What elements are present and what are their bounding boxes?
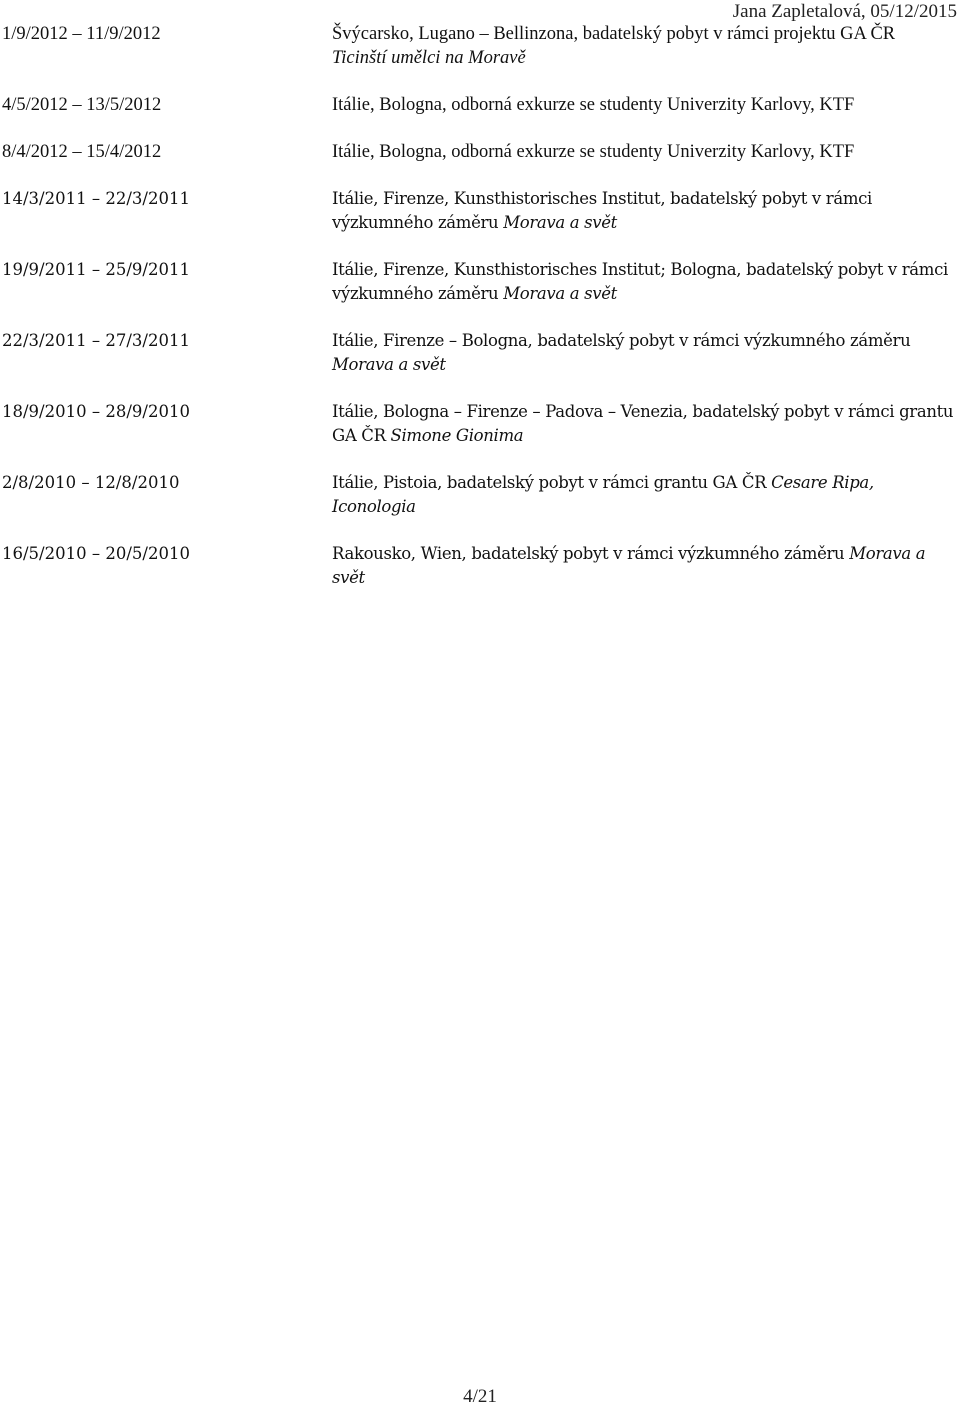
stay-dates: 14/3/2011 – 22/3/2011 — [2, 189, 190, 208]
stay-text: Švýcarsko, Lugano – Bellinzona, badatelský pobyt v rámci projektu GA ČR — [332, 24, 896, 44]
stay-entry — [2, 140, 954, 164]
stay-text: Itálie, Bologna – Firenze – Padova – Venezia, badatelský pobyt v rámci grantu GA ČR — [332, 402, 954, 445]
stay-description — [332, 400, 954, 448]
stay-text: Rakousko, Wien, badatelský pobyt v rámci výzkumného záměru — [332, 544, 850, 563]
stay-entry — [2, 258, 954, 306]
project-title: Simone Gionima — [390, 426, 524, 445]
stay-description — [332, 329, 954, 377]
stay-entry — [2, 187, 954, 235]
project-title: Morava a svět — [503, 284, 617, 303]
stay-text: Itálie, Firenze, Kunsthistorisches Institut; Bologna, badatelský pobyt v rámci výzkumného záměru — [332, 260, 948, 303]
stay-entry — [2, 329, 954, 377]
stay-entry — [2, 22, 954, 70]
stay-description — [332, 22, 954, 70]
stay-text: Itálie, Firenze – Bologna, badatelský pobyt v rámci výzkumného záměru — [332, 331, 911, 350]
page-number: 4/21 — [463, 1386, 497, 1407]
stay-dates: 22/3/2011 – 27/3/2011 — [2, 331, 190, 350]
stay-text: Itálie, Bologna, odborná exkurze se studenty Univerzity Karlovy, KTF — [332, 95, 855, 115]
stay-description — [332, 258, 954, 306]
project-title: Ticinští umělci na Moravě — [332, 48, 526, 68]
stay-list — [2, 22, 954, 613]
stay-dates: 1/9/2012 – 11/9/2012 — [2, 24, 161, 44]
stay-entry — [2, 471, 954, 519]
stay-dates: 8/4/2012 – 15/4/2012 — [2, 142, 162, 162]
stay-dates: 18/9/2010 – 28/9/2010 — [2, 402, 190, 421]
project-title: Morava a svět — [332, 355, 446, 374]
stay-description — [332, 187, 954, 235]
stay-dates: 19/9/2011 – 25/9/2011 — [2, 260, 190, 279]
stay-dates: 2/8/2010 – 12/8/2010 — [2, 473, 180, 492]
stay-dates: 16/5/2010 – 20/5/2010 — [2, 544, 190, 563]
stay-description — [332, 542, 954, 590]
stay-description — [332, 93, 954, 117]
project-title: Morava a svět — [503, 213, 617, 232]
stay-text: Itálie, Bologna, odborná exkurze se studenty Univerzity Karlovy, KTF — [332, 142, 855, 162]
stay-entry — [2, 542, 954, 590]
stay-description — [332, 140, 954, 164]
stay-dates: 4/5/2012 – 13/5/2012 — [2, 95, 162, 115]
project-title: Morava a svět — [332, 544, 926, 587]
stay-description — [332, 471, 954, 519]
stay-text: Itálie, Firenze, Kunsthistorisches Institut, badatelský pobyt v rámci výzkumného záměru — [332, 189, 872, 232]
stay-entry — [2, 400, 954, 448]
document-header-author: Jana Zapletalová, 05/12/2015 — [732, 1, 957, 22]
stay-entry — [2, 93, 954, 117]
stay-text: Itálie, Pistoia, badatelský pobyt v rámci grantu GA ČR — [332, 473, 772, 492]
project-title: Cesare Ripa, Iconologia — [332, 473, 874, 516]
